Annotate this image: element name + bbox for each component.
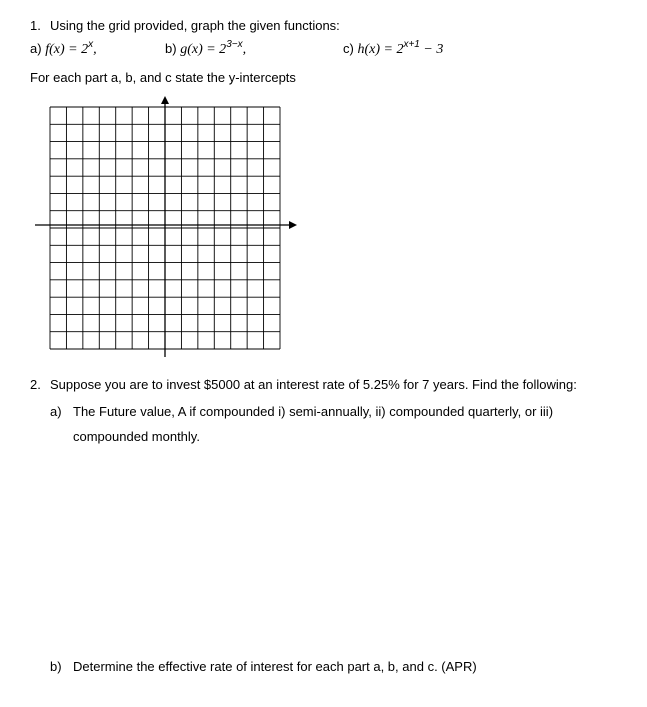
graph-grid[interactable]	[30, 93, 305, 361]
q2-b-text: Determine the effective rate of interest for each part a, b, and c. (APR)	[73, 659, 477, 674]
q1-b-exp: 3−x	[226, 39, 243, 50]
y-axis-arrow-icon	[161, 96, 169, 104]
q1-a-tail: ,	[93, 42, 97, 57]
q2-a-label: a)	[50, 404, 62, 419]
q1-b-tail: ,	[242, 42, 247, 57]
q1-b-func: g(x) = 2	[180, 42, 227, 57]
q1-a-func: f(x) = 2	[45, 42, 89, 57]
q2-b-label: b)	[50, 659, 62, 674]
q1-c-tail: − 3	[419, 42, 444, 57]
q1-c-func: h(x) = 2	[357, 42, 404, 57]
x-axis-arrow-icon	[289, 221, 297, 229]
q1-part-b	[165, 41, 246, 58]
q1-c-exp: x+1	[403, 39, 420, 50]
q1-b-label: b)	[165, 41, 177, 56]
q2-a-line2: compounded monthly.	[73, 429, 200, 444]
q1-instruction: For each part a, b, and c state the y-intercepts	[30, 70, 296, 85]
q2-number: 2.	[30, 377, 41, 392]
q2-prompt: Suppose you are to invest $5000 at an interest rate of 5.25% for 7 years. Find the following:	[50, 377, 577, 392]
q1-prompt: Using the grid provided, graph the given functions:	[50, 18, 340, 33]
q2-a-line1: The Future value, A if compounded i) semi-annually, ii) compounded quarterly, or iii)	[73, 404, 554, 419]
q1-part-a	[30, 41, 97, 58]
q1-part-c	[343, 41, 443, 58]
q1-number: 1.	[30, 18, 41, 33]
q1-a-exp: x	[88, 39, 94, 50]
q1-c-label: c)	[343, 41, 354, 56]
q1-a-label: a)	[30, 41, 42, 56]
